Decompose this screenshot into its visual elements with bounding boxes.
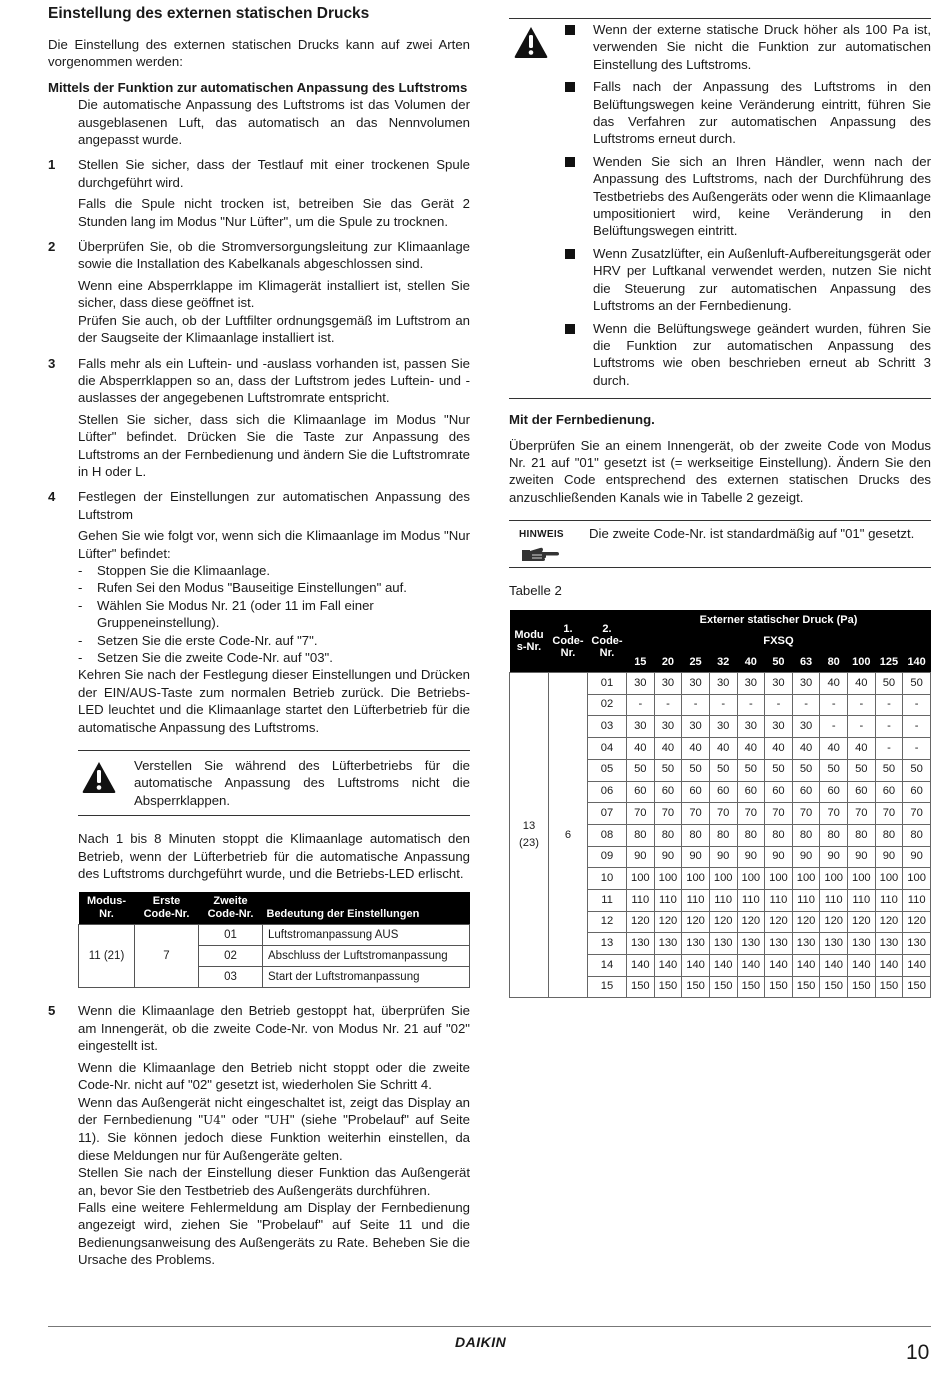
pressure-cell: -: [765, 694, 793, 716]
table-header: Erste Code-Nr.: [135, 892, 199, 925]
pressure-cell: 140: [737, 955, 765, 977]
second-code-cell: 02: [588, 694, 627, 716]
table-header: Externer statischer Druck (Pa): [627, 610, 931, 631]
table-header: Bedeutung der Einstellungen: [263, 892, 470, 925]
pressure-cell: 60: [627, 781, 655, 803]
step-number: 2: [48, 239, 56, 255]
step-text: Nach 1 bis 8 Minuten stoppt die Klimaanlage automatisch den Betrieb, wenn der Lüfterbetrieb für die automatische Anpassung des Luftstroms durchgeführt wurde, und die Betriebs-LED erlischt.: [78, 831, 470, 882]
pressure-cell: 150: [820, 976, 848, 998]
pressure-cell: 70: [792, 803, 820, 825]
pressure-cell: -: [709, 694, 737, 716]
pressure-cell: 50: [682, 759, 710, 781]
pressure-cell: 40: [848, 738, 876, 760]
pressure-cell: 30: [682, 673, 710, 695]
text-fragment: Wenn das Außengerät nicht eingeschaltet ist, zeigt das Display an der Fernbedienung ": [78, 1094, 470, 1127]
step-text: Falls die Spule nicht trocken ist, betreiben Sie das Gerät 2 Stunden lang im Modus "Nur Lüfter", um die Spule zu trocknen.: [78, 196, 470, 229]
pressure-cell: 130: [709, 933, 737, 955]
pressure-cell: 90: [792, 846, 820, 868]
step-text: Kehren Sie nach der Festlegung dieser Einstellungen und Drücken der EIN/AUS-Taste zum normalen Betrieb zurück. Die Betriebs-LED leuchtet und die Klimaanlage startet den Lüfterbetrieb für die automatische Anpassung des Luftstroms.: [78, 667, 470, 735]
pressure-cell: 70: [903, 803, 931, 825]
pressure-cell: 150: [682, 976, 710, 998]
pressure-cell: 100: [875, 868, 903, 890]
pressure-cell: -: [903, 716, 931, 738]
pressure-cell: 150: [654, 976, 682, 998]
table-header: Modu s-Nr.: [510, 610, 549, 673]
table-header: 2. Code-Nr.: [588, 610, 627, 673]
pressure-cell: 120: [903, 911, 931, 933]
pressure-table: [509, 610, 931, 999]
second-code-cell: 06: [588, 781, 627, 803]
second-code-cell: 09: [588, 846, 627, 868]
pressure-cell: -: [903, 738, 931, 760]
pressure-cell: 60: [820, 781, 848, 803]
pressure-cell: 120: [792, 911, 820, 933]
step-4: [48, 488, 470, 736]
pressure-cell: 120: [709, 911, 737, 933]
step-text: Falls mehr als ein Luftein- und -auslass vorhanden ist, passen Sie die Absperrklappen so an, dass der Luftstrom jedes Luftein- und -auslasses der angegebenen Luftstromrate entspricht.: [78, 355, 470, 406]
pressure-cell: 30: [654, 673, 682, 695]
pressure-cell: 150: [627, 976, 655, 998]
table-cell: Luftstromanpassung AUS: [263, 925, 470, 946]
model-header: 80: [820, 652, 848, 673]
pressure-cell: 50: [875, 759, 903, 781]
step-text: Prüfen Sie auch, ob der Luftfilter ordnungsgemäß im Luftstrom an der Saugseite der Klimaanlage installiert ist.: [78, 312, 470, 346]
daikin-logo: DAIKIN: [455, 1334, 507, 1350]
pressure-cell: 110: [903, 889, 931, 911]
list-item: - Setzen Sie die erste Code-Nr. auf "7".: [78, 632, 470, 649]
pressure-cell: 40: [765, 738, 793, 760]
pressure-cell: 110: [848, 889, 876, 911]
pressure-cell: 80: [654, 824, 682, 846]
method2-text: Überprüfen Sie an einem Innengerät, ob der zweite Code von Modus Nr. 21 auf "01" gesetzt ist (= werkseitige Einstellung). Ändern Sie den zweiten Code entsprechend des externen statischen Drucks des anzuschließenden Kanals wie in Tabelle 2 gezeigt.: [509, 437, 931, 505]
pressure-cell: -: [737, 694, 765, 716]
pressure-cell: 50: [654, 759, 682, 781]
pressure-cell: 70: [627, 803, 655, 825]
second-code-cell: 14: [588, 955, 627, 977]
pressure-cell: 90: [875, 846, 903, 868]
left-column: [48, 4, 470, 1277]
pressure-cell: 140: [627, 955, 655, 977]
model-header: 50: [765, 652, 793, 673]
step-text: Stellen Sie sicher, dass der Testlauf mit einer trockenen Spule durchgeführt wird.: [78, 157, 470, 190]
pressure-cell: 30: [737, 673, 765, 695]
pressure-cell: 120: [682, 911, 710, 933]
pressure-cell: 120: [765, 911, 793, 933]
pressure-cell: 40: [654, 738, 682, 760]
pressure-cell: 60: [765, 781, 793, 803]
error-code: UH: [269, 1112, 290, 1127]
pressure-cell: 50: [903, 673, 931, 695]
step-number: 1: [48, 157, 56, 173]
second-code-cell: 08: [588, 824, 627, 846]
table-cell: Abschluss der Luftstromanpassung: [263, 946, 470, 967]
pressure-cell: 150: [709, 976, 737, 998]
pressure-cell: 110: [654, 889, 682, 911]
list-item: Wenn die Belüftungswege geändert wurden, führen Sie die Funktion zur automatischen Anpassung des Luftstroms wie oben beschrieben erneut ab Schritt 3 durch.: [567, 320, 931, 390]
pressure-cell: 80: [875, 824, 903, 846]
second-code-cell: 11: [588, 889, 627, 911]
pressure-cell: 90: [820, 846, 848, 868]
pressure-cell: -: [627, 694, 655, 716]
step-text: Stellen Sie sicher, dass sich die Klimaanlage im Modus "Nur Lüfter" befindet. Drücken Sie die Taste zur Anpassung des Luftstroms an der Fernbedienung und ändern Sie die Luftstromrate in H oder L.: [78, 411, 470, 479]
model-header: 63: [792, 652, 820, 673]
pressure-cell: 100: [709, 868, 737, 890]
pressure-cell: 70: [709, 803, 737, 825]
step-text: Falls eine weitere Fehlermeldung am Display der Fernbedienung angezeigt wird, ziehen Sie "Probelauf" auf Seite 11 und die Bedienungsanweisung des Außengeräts zu Rate. Beheben Sie die Ursache des Problems.: [78, 1199, 470, 1268]
list-item: - Wählen Sie Modus Nr. 21 (oder 11 im Fall einer Gruppeneinstellung).: [78, 597, 470, 632]
pressure-cell: 60: [792, 781, 820, 803]
list-item: Wenn Zusatzlüfter, ein Außenluft-Aufbereitungsgerät oder HRV per Luftkanal verwendet werden, nutzen Sie nicht die Steuerung zur automatischen Anpassung des Luftstroms an der Fernbedienung.: [567, 245, 931, 315]
pressure-cell: 90: [737, 846, 765, 868]
model-header: 25: [682, 652, 710, 673]
pressure-cell: 90: [848, 846, 876, 868]
pressure-cell: 40: [820, 673, 848, 695]
warning-text: Verstellen Sie während des Lüfterbetriebs für die automatische Anpassung des Luftstroms nicht die Absperrklappen.: [134, 758, 470, 808]
pressure-cell: 70: [737, 803, 765, 825]
pressure-cell: 100: [627, 868, 655, 890]
page-number: 10: [906, 1341, 930, 1364]
pressure-cell: 140: [654, 955, 682, 977]
pressure-cell: 80: [682, 824, 710, 846]
pressure-cell: 80: [848, 824, 876, 846]
table-row: [79, 925, 470, 946]
pressure-cell: 140: [765, 955, 793, 977]
pressure-cell: 60: [737, 781, 765, 803]
step-text: Festlegen der Einstellungen zur automatischen Anpassung des Luftstrom: [78, 489, 470, 522]
pressure-cell: 130: [903, 933, 931, 955]
second-code-cell: 05: [588, 759, 627, 781]
step-1: [48, 156, 470, 230]
pressure-cell: 90: [765, 846, 793, 868]
warning-triangle-icon: [513, 25, 549, 59]
model-header: 15: [627, 652, 655, 673]
footer-divider: [48, 1326, 931, 1327]
step-number: 3: [48, 355, 56, 371]
list-item: Wenden Sie sich an Ihren Händler, wenn nach der Anpassung des Luftstroms, nach der Durchführung des Testbetriebs des Außengeräts oder wenn die Klimaanlage umpositioniert wird, keine Veränderung in den Belüftungswegen eintritt.: [567, 153, 931, 240]
second-code-cell: 01: [588, 673, 627, 695]
pressure-cell: -: [820, 694, 848, 716]
pressure-cell: 110: [765, 889, 793, 911]
step-text: Wenn eine Absperrklappe im Klimagerät installiert ist, stellen Sie sicher, dass diese geöffnet ist.: [78, 277, 470, 311]
pressure-cell: 100: [682, 868, 710, 890]
mode-cell: 13 (23): [510, 673, 549, 998]
pressure-cell: -: [820, 716, 848, 738]
settings-table: [78, 892, 470, 988]
pressure-cell: 110: [875, 889, 903, 911]
pressure-cell: 110: [709, 889, 737, 911]
pressure-cell: 50: [875, 673, 903, 695]
pressure-cell: 140: [848, 955, 876, 977]
pressure-cell: 80: [820, 824, 848, 846]
step-text: Gehen Sie wie folgt vor, wenn sich die Klimaanlage im Modus "Nur Lüfter" befindet:: [78, 528, 470, 561]
pressure-cell: 130: [654, 933, 682, 955]
model-header: 140: [903, 652, 931, 673]
pointing-hand-icon: [522, 545, 560, 563]
pressure-cell: 110: [737, 889, 765, 911]
step-2: [48, 238, 470, 346]
step-3: [48, 355, 470, 481]
pressure-cell: 130: [820, 933, 848, 955]
pressure-cell: 80: [737, 824, 765, 846]
list-item: - Rufen Sei den Modus "Bauseitige Einstellungen" auf.: [78, 579, 470, 596]
step-text: Wenn die Klimaanlage den Betrieb gestoppt hat, überprüfen Sie am Innengerät, ob die zweite Code-Nr. von Modus Nr. 21 auf "02" eingestellt ist.: [78, 1003, 470, 1054]
second-code-cell: 04: [588, 738, 627, 760]
step-4-list: [78, 562, 470, 666]
pressure-cell: 130: [765, 933, 793, 955]
pressure-cell: 130: [792, 933, 820, 955]
pressure-cell: 70: [765, 803, 793, 825]
pressure-cell: 30: [627, 673, 655, 695]
pressure-cell: 150: [848, 976, 876, 998]
table-cell: Start der Luftstromanpassung: [263, 967, 470, 988]
pressure-cell: -: [654, 694, 682, 716]
pressure-cell: -: [848, 694, 876, 716]
pressure-cell: 120: [875, 911, 903, 933]
pressure-cell: 100: [765, 868, 793, 890]
warning-box: [78, 750, 470, 816]
pressure-cell: 80: [792, 824, 820, 846]
pressure-cell: 100: [654, 868, 682, 890]
table-header: FXSQ: [627, 631, 931, 652]
table-caption: Tabelle 2: [509, 583, 562, 599]
pressure-cell: 70: [654, 803, 682, 825]
pressure-cell: 130: [682, 933, 710, 955]
pressure-cell: 120: [654, 911, 682, 933]
pressure-cell: 60: [875, 781, 903, 803]
pressure-cell: 30: [765, 716, 793, 738]
table-cell: 7: [135, 925, 199, 988]
method2-heading: Mit der Fernbedienung.: [509, 412, 655, 428]
pressure-cell: 80: [627, 824, 655, 846]
second-code-cell: 15: [588, 976, 627, 998]
pressure-cell: 100: [820, 868, 848, 890]
table-row: [510, 673, 931, 695]
intro-text: Die Einstellung des externen statischen Drucks kann auf zwei Arten vorgenommen werden:: [48, 37, 470, 70]
model-header: 32: [709, 652, 737, 673]
note-label: HINWEIS: [519, 529, 564, 541]
note-text: Die zweite Code-Nr. ist standardmäßig auf "01" gesetzt.: [589, 526, 915, 542]
pressure-cell: 90: [627, 846, 655, 868]
pressure-cell: 150: [765, 976, 793, 998]
pressure-cell: -: [848, 716, 876, 738]
pressure-cell: 50: [709, 759, 737, 781]
warning-box: [509, 18, 931, 399]
pressure-cell: 110: [820, 889, 848, 911]
pressure-cell: 30: [682, 716, 710, 738]
pressure-cell: 140: [903, 955, 931, 977]
second-code-cell: 10: [588, 868, 627, 890]
warning-list: [567, 21, 931, 389]
pressure-cell: 150: [875, 976, 903, 998]
pressure-cell: 30: [765, 673, 793, 695]
pressure-cell: 150: [792, 976, 820, 998]
pressure-cell: 90: [903, 846, 931, 868]
text-fragment: " oder ": [220, 1111, 270, 1127]
pressure-cell: 50: [903, 759, 931, 781]
pressure-cell: 140: [709, 955, 737, 977]
pressure-cell: 100: [903, 868, 931, 890]
step-text: Wenn die Klimaanlage den Betrieb nicht stoppt oder die zweite Code-Nr. nicht auf "02" gesetzt ist, wiederholen Sie Schritt 4.: [78, 1059, 470, 1093]
pressure-cell: 90: [654, 846, 682, 868]
pressure-cell: 30: [792, 673, 820, 695]
second-code-cell: 03: [588, 716, 627, 738]
pressure-cell: 50: [848, 759, 876, 781]
pressure-cell: 30: [654, 716, 682, 738]
pressure-cell: 60: [848, 781, 876, 803]
pressure-cell: -: [875, 716, 903, 738]
table-cell: 01: [199, 925, 263, 946]
pressure-cell: 140: [792, 955, 820, 977]
pressure-cell: 50: [820, 759, 848, 781]
pressure-cell: 100: [848, 868, 876, 890]
pressure-cell: -: [682, 694, 710, 716]
table-header: Modus-Nr.: [79, 892, 135, 925]
pressure-cell: 50: [737, 759, 765, 781]
pressure-cell: 110: [627, 889, 655, 911]
pressure-cell: 30: [709, 673, 737, 695]
table-header: Zweite Code-Nr.: [199, 892, 263, 925]
pressure-cell: 60: [654, 781, 682, 803]
pressure-cell: 40: [682, 738, 710, 760]
right-column: [509, 18, 931, 998]
pressure-cell: 60: [709, 781, 737, 803]
pressure-cell: 30: [627, 716, 655, 738]
pressure-cell: 80: [765, 824, 793, 846]
error-code: U4: [203, 1112, 221, 1127]
pressure-cell: 50: [792, 759, 820, 781]
pressure-cell: 90: [682, 846, 710, 868]
pressure-cell: 90: [709, 846, 737, 868]
pressure-cell: 60: [682, 781, 710, 803]
second-code-cell: 07: [588, 803, 627, 825]
pressure-cell: 40: [848, 673, 876, 695]
pressure-cell: 50: [627, 759, 655, 781]
pressure-cell: 70: [848, 803, 876, 825]
model-header: 40: [737, 652, 765, 673]
second-code-cell: 12: [588, 911, 627, 933]
pressure-cell: 40: [627, 738, 655, 760]
step-number: 4: [48, 489, 56, 505]
step-5: [48, 1002, 470, 1268]
pressure-cell: 70: [682, 803, 710, 825]
pressure-cell: 120: [627, 911, 655, 933]
pressure-cell: 50: [765, 759, 793, 781]
pressure-cell: 70: [820, 803, 848, 825]
pressure-cell: 130: [737, 933, 765, 955]
table-cell: 03: [199, 967, 263, 988]
model-header: 125: [875, 652, 903, 673]
pressure-cell: 40: [709, 738, 737, 760]
pressure-cell: 110: [792, 889, 820, 911]
pressure-cell: 120: [848, 911, 876, 933]
model-header: 100: [848, 652, 876, 673]
pressure-cell: 60: [903, 781, 931, 803]
pressure-cell: 40: [820, 738, 848, 760]
method1-text: Die automatische Anpassung des Luftstroms ist das Volumen der ausgeblasenen Luft, das automatisch an das Nennvolumen angepasst wurde.: [78, 97, 470, 148]
pressure-cell: 30: [737, 716, 765, 738]
list-item: - Setzen Sie die zweite Code-Nr. auf "03".: [78, 649, 470, 666]
pressure-cell: 150: [737, 976, 765, 998]
list-item: Wenn der externe statische Druck höher als 100 Pa ist, verwenden Sie nicht die Funktion zur automatischen Einstellung des Luftstroms.: [567, 21, 931, 73]
table-cell: 11 (21): [79, 925, 135, 988]
pressure-cell: 140: [875, 955, 903, 977]
pressure-cell: 110: [682, 889, 710, 911]
pressure-cell: 130: [875, 933, 903, 955]
pressure-cell: -: [875, 738, 903, 760]
pressure-cell: 140: [682, 955, 710, 977]
pressure-cell: 100: [737, 868, 765, 890]
pressure-cell: 40: [792, 738, 820, 760]
model-header: 20: [654, 652, 682, 673]
step-text: Überprüfen Sie, ob die Stromversorgungsleitung zur Klimaanlage sowie die Installation des Kabelkanals abgeschlossen sind.: [78, 239, 470, 272]
pressure-cell: 120: [820, 911, 848, 933]
note-box: [509, 520, 931, 568]
pressure-cell: 130: [627, 933, 655, 955]
pressure-cell: 120: [737, 911, 765, 933]
list-item: Falls nach der Anpassung des Luftstroms in den Belüftungswegen keine Veränderung eintritt, führen Sie das Verfahren zur automatischen Anpassung des Luftstroms erneut durch.: [567, 78, 931, 148]
warning-triangle-icon: [81, 760, 117, 794]
step-text: Stellen Sie nach der Einstellung dieser Funktion das Außengerät an, bevor Sie den Testbetrieb des Außengeräts durchführen.: [78, 1165, 470, 1198]
pressure-cell: 30: [792, 716, 820, 738]
second-code-cell: 13: [588, 933, 627, 955]
pressure-cell: 70: [875, 803, 903, 825]
pressure-cell: -: [875, 694, 903, 716]
section-title: Einstellung des externen statischen Drucks: [48, 5, 370, 22]
pressure-cell: -: [903, 694, 931, 716]
pressure-cell: 40: [737, 738, 765, 760]
pressure-cell: 100: [792, 868, 820, 890]
list-item: - Stoppen Sie die Klimaanlage.: [78, 562, 470, 579]
pressure-cell: 130: [848, 933, 876, 955]
pressure-cell: 80: [903, 824, 931, 846]
pressure-cell: 30: [709, 716, 737, 738]
step-text: [78, 1094, 470, 1165]
pressure-cell: 80: [709, 824, 737, 846]
text-fragment: " (siehe "Probelauf" auf Seite 11). Sie können jedoch diese Funktion weiterhin einstellen, da diese Meldungen nur für Außengeräte gelten.: [78, 1111, 470, 1163]
pressure-cell: 150: [903, 976, 931, 998]
table-cell: 02: [199, 946, 263, 967]
pressure-cell: 140: [820, 955, 848, 977]
pressure-cell: -: [792, 694, 820, 716]
first-code-cell: 6: [549, 673, 588, 998]
method1-heading: Mittels der Funktion zur automatischen Anpassung des Luftstroms: [48, 79, 468, 95]
step-number: 5: [48, 1003, 56, 1019]
table-header: 1. Code-Nr.: [549, 610, 588, 673]
